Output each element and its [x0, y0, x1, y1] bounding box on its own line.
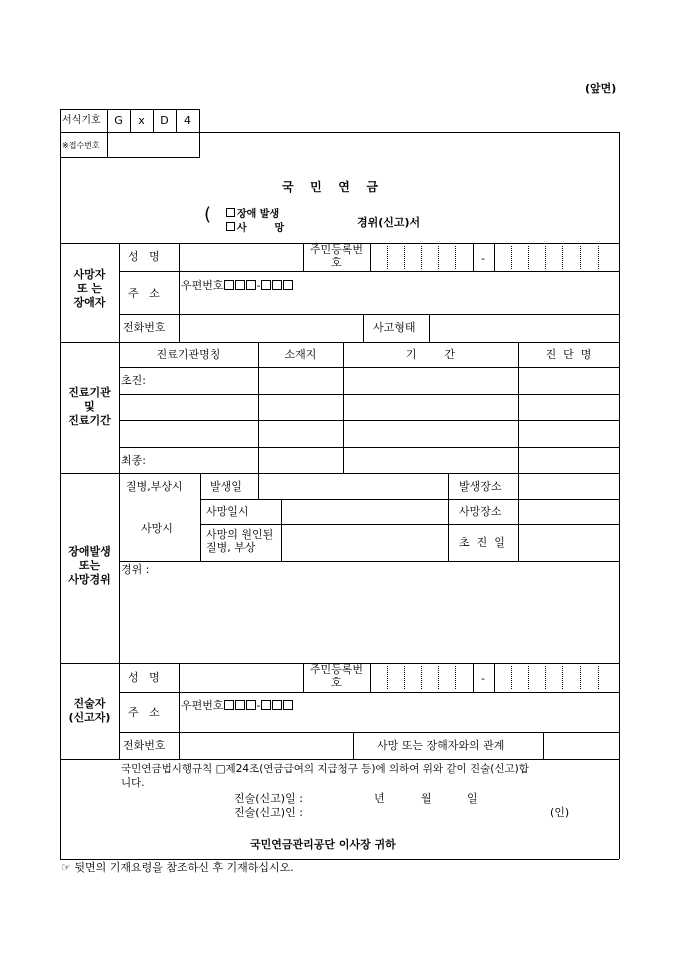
seal-mark: (인) [550, 806, 570, 819]
section-medical-label: 진료기관 및 진료기간 [68, 386, 111, 427]
receipt-number-label: ※접수번호 [62, 141, 100, 150]
title-org: 국 민 연 금 [282, 180, 379, 194]
medical-header-name: 진료기관명칭 [156, 348, 221, 361]
declaration-text-end: 니다. [121, 777, 145, 789]
title-option-death[interactable]: 사 망 [226, 222, 284, 235]
first-visit-date-label: 초 진 일 [459, 536, 505, 549]
declaration-date-label: 진술(신고)일 : [234, 792, 303, 805]
death-date-label: 사망일시 [206, 505, 249, 518]
form-code-char: G [114, 114, 123, 127]
address-label: 주 소 [128, 287, 160, 300]
phone-label: 전화번호 [123, 321, 166, 334]
declarant-rrn-label: 주민등록번 호 [309, 663, 364, 689]
declaration-month: 월 [421, 792, 432, 805]
form-code-char: x [138, 114, 145, 127]
checkbox-icon[interactable] [226, 222, 235, 231]
declarant-name-label: 성 명 [128, 671, 160, 684]
first-visit-label: 초진: [121, 374, 146, 387]
rrn-label: 주민등록번 호 [309, 243, 364, 269]
death-place-label: 사망장소 [459, 505, 502, 518]
form-code-char: D [160, 114, 169, 127]
declarant-address-label: 주 소 [128, 706, 160, 719]
checkbox-icon[interactable] [226, 208, 235, 217]
accident-type-label: 사고형태 [373, 321, 416, 334]
title-option-disability[interactable]: 장애 발생 [226, 208, 279, 221]
title-suffix: 경위(신고)서 [357, 216, 421, 229]
rrn-dash: - [481, 252, 485, 265]
declaration-text: 국민연금법시행규칙 □제24조(연금급여의 지급청구 등)에 의하여 위와 같이 진술(신고)합 [121, 763, 529, 775]
page-side-label: (앞면) [585, 82, 617, 95]
narrative-label: 경위 : [121, 563, 150, 576]
section-circumstances-label: 장애발생 또는 사망경위 [68, 545, 111, 586]
footnote: ☞ 뒷면의 기재요령을 참조하신 후 기재하십시오. [61, 861, 294, 874]
form-code-char: 4 [184, 114, 191, 127]
rrn-dash: - [481, 672, 485, 685]
postal-code: 우편번호 - [181, 279, 294, 292]
death-label: 사망시 [141, 522, 173, 535]
onset-date-label: 발생일 [210, 480, 242, 493]
recipient: 국민연금관리공단 이사장 귀하 [250, 838, 396, 851]
declaration-day: 일 [467, 792, 478, 805]
medical-header-location: 소재지 [284, 348, 317, 361]
section-deceased-label: 사망자 또 는 장애자 [73, 268, 106, 309]
name-label: 성 명 [128, 250, 160, 263]
medical-header-diagnosis: 진 단 명 [545, 348, 592, 361]
section-declarant-label: 진술자 (신고자) [68, 697, 111, 724]
medical-header-period: 기 간 [405, 348, 456, 361]
death-cause-label: 사망의 원인된 질병, 부상 [206, 528, 274, 554]
declarant-postal-code: 우편번호 - [181, 699, 294, 712]
onset-place-label: 발생장소 [459, 480, 502, 493]
relation-label: 사망 또는 장해자와의 관계 [377, 739, 505, 752]
illness-label: 질병,부상시 [126, 480, 183, 493]
form-code-label: 서식기호 [62, 115, 101, 126]
declarant-signature-label: 진술(신고)인 : [234, 806, 303, 819]
title-paren: ( [204, 204, 212, 225]
declaration-year: 년 [374, 792, 385, 805]
declarant-phone-label: 전화번호 [123, 739, 166, 752]
last-visit-label: 최종: [121, 454, 146, 467]
